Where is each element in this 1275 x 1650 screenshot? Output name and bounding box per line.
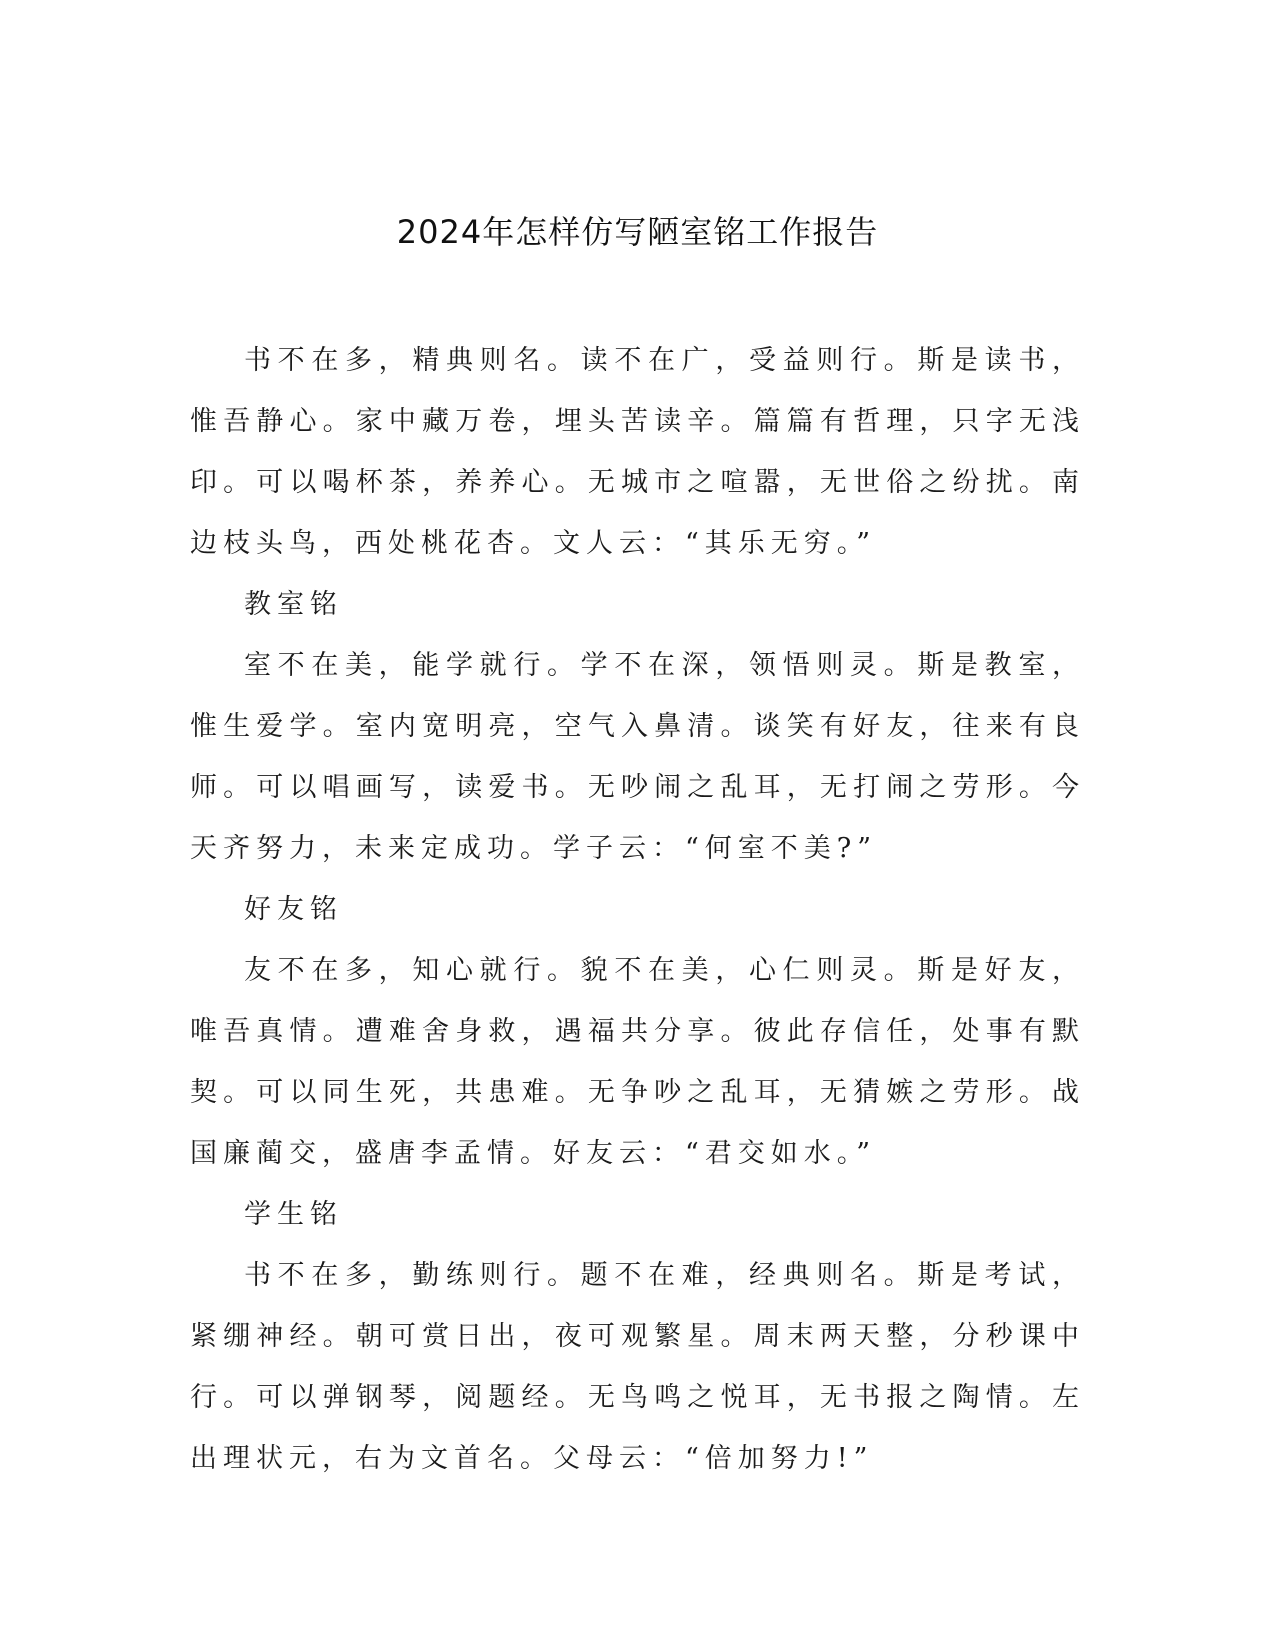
student-paragraph: 书不在多，勤练则行。题不在难，经典则名。斯是考试，紧绷神经。朝可赏日出，夜可观繁星。周末两天整，分秒课中行。可以弹钢琴，阅题经。无鸟鸣之悦耳，无书报之陶情。左出理状元，右为文首名。父母云：“倍加努力!” — [190, 1260, 1085, 1474]
intro-paragraph: 书不在多，精典则名。读不在广，受益则行。斯是读书，惟吾静心。家中藏万卷，埋头苦读辛。篇篇有哲理，只字无浅印。可以喝杯茶，养养心。无城市之喧嚣，无世俗之纷扰。南边枝头鸟，西处桃花杏。文人云：“其乐无穷。” — [190, 345, 1085, 559]
section-heading-student: 学生铭 — [244, 1199, 343, 1230]
section-heading-friend: 好友铭 — [244, 894, 343, 925]
section-heading-classroom: 教室铭 — [244, 589, 343, 620]
document-title: 2024年怎样仿写陋室铭工作报告 — [396, 213, 879, 251]
friend-paragraph: 友不在多，知心就行。貌不在美，心仁则灵。斯是好友，唯吾真情。遭难舍身救，遇福共分享。彼此存信任，处事有默契。可以同生死，共患难。无争吵之乱耳，无猜嫉之劳形。战国廉蔺交，盛唐李孟情。好友云：“君交如水。” — [190, 955, 1085, 1169]
classroom-paragraph: 室不在美，能学就行。学不在深，领悟则灵。斯是教室，惟生爱学。室内宽明亮，空气入鼻清。谈笑有好友，往来有良师。可以唱画写，读爱书。无吵闹之乱耳，无打闹之劳形。今天齐努力，未来定成功。学子云：“何室不美?” — [190, 650, 1085, 864]
document-body — [190, 330, 1085, 1489]
